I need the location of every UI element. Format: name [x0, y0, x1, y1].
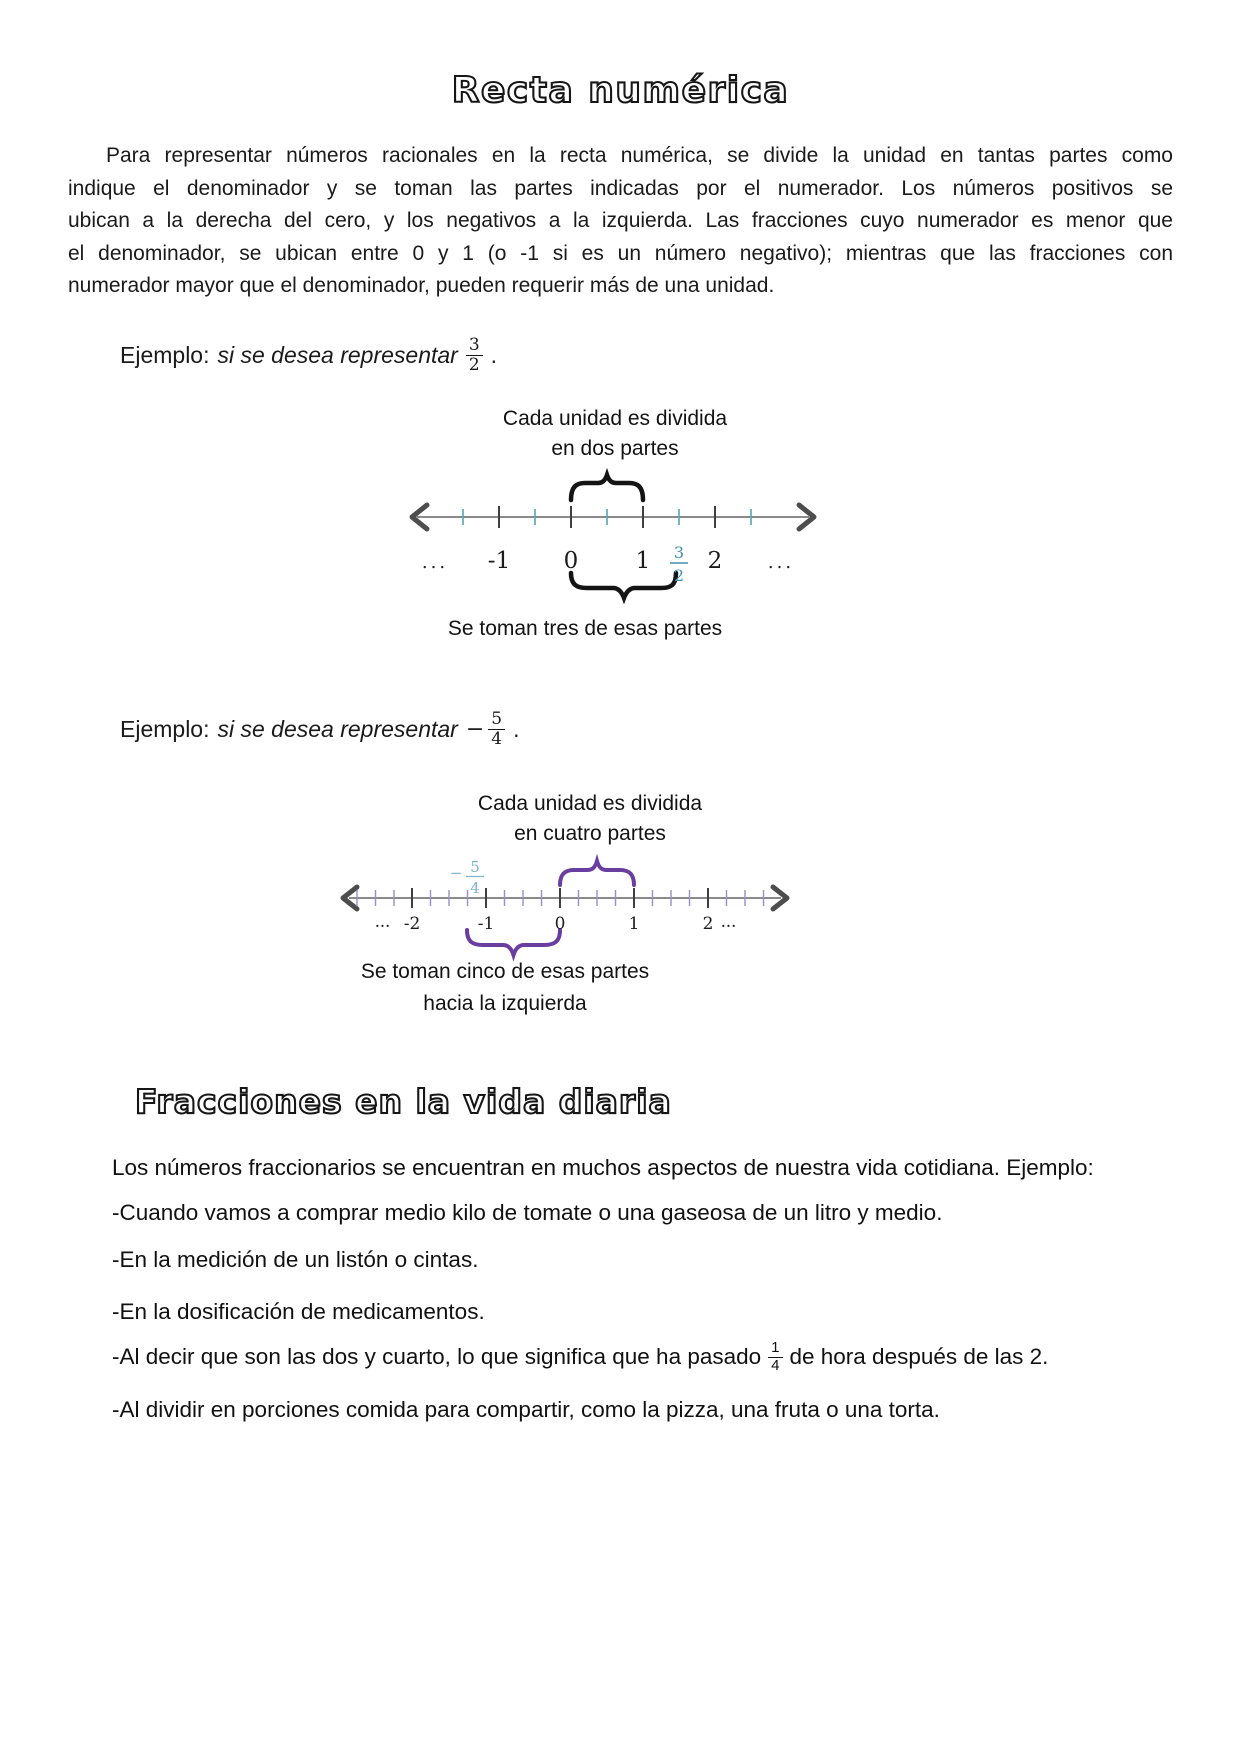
list-item-fraction — [768, 1340, 782, 1374]
top-brace — [571, 475, 643, 500]
axis-label: -1 — [477, 914, 495, 934]
list-item: -En la dosificación de medicamentos. — [112, 1299, 485, 1324]
list-item: -En la medición de un listón o cintas. — [112, 1247, 479, 1272]
fraction-denominator: 4 — [771, 1356, 780, 1374]
minus-sign: − — [465, 717, 485, 743]
axis-label: -2 — [403, 914, 421, 934]
caption-line: Cada unidad es dividida — [502, 407, 728, 430]
axis-label: 0 — [563, 548, 579, 574]
caption-line: en cuatro partes — [514, 822, 666, 845]
highlight-minus-sign: − — [449, 864, 463, 882]
section-intro: Los números fraccionarios se encuentran en muchos aspectos de nuestra vida cotidiana. Ejemplo: — [112, 1155, 1094, 1180]
intro-paragraph — [68, 140, 1173, 303]
fraction-numerator: 5 — [488, 710, 505, 730]
example2-suffix: . — [513, 716, 520, 743]
axis-label-ellipsis: ... — [767, 552, 795, 573]
axis-label: 1 — [628, 914, 640, 934]
intro-line: Para representar números racionales en la recta numérica, se divide la unidad en tantas partes como — [106, 144, 1173, 167]
page-title: Recta numérica — [451, 70, 790, 111]
axis-label: -1 — [487, 548, 511, 574]
highlight-fraction-numerator: 3 — [673, 543, 685, 562]
list-item: -Cuando vamos a comprar medio kilo de tomate o una gaseosa de un litro y medio. — [112, 1200, 943, 1225]
example2-italic-text: si se desea representar — [217, 716, 458, 743]
fraction-numerator: 3 — [466, 336, 483, 356]
intro-line: el denominador, se ubican entre 0 y 1 (o -1 si es un número negativo); mientras que las fracciones con — [68, 241, 1173, 265]
list-item — [112, 1340, 1173, 1374]
example1-label — [120, 336, 497, 375]
diagram2-caption-top — [370, 789, 810, 849]
caption-line: Se toman cinco de esas partes — [360, 960, 650, 983]
fraction-denominator: 2 — [468, 355, 480, 376]
section-heading: Fracciones en la vida diaria — [135, 1082, 672, 1121]
highlight-fraction-denominator: 4 — [470, 879, 480, 897]
example1-fraction — [466, 336, 483, 375]
intro-line: indique el denominador y se toman las partes indicadas por el numerador. Los números positivos se — [68, 176, 1173, 200]
axis-label-ellipsis: ... — [375, 916, 391, 930]
example1-suffix: . — [490, 342, 498, 369]
fraction-numerator: 1 — [768, 1340, 782, 1358]
highlight-fraction-numerator: 5 — [470, 858, 480, 876]
highlight-fraction-denominator: 2 — [673, 566, 685, 585]
axis-label-ellipsis: ... — [721, 916, 737, 930]
diagram1-caption-bottom: Se toman tres de esas partes — [447, 617, 723, 640]
intro-line: ubican a la derecha del cero, y los negativos a la izquierda. Las fracciones cuyo numerador es menor que — [68, 209, 1173, 232]
intro-line: numerador mayor que el denominador, pueden requerir más de una unidad. — [68, 274, 775, 297]
bottom-brace — [571, 573, 676, 598]
caption-line: Cada unidad es dividida — [477, 792, 703, 815]
axis-label: 1 — [635, 548, 651, 574]
caption-line: en dos partes — [551, 437, 679, 460]
diagram2-caption-bottom — [305, 956, 705, 1020]
caption-line: hacia la izquierda — [423, 992, 587, 1015]
list-item-text-post: de hora después de las 2. — [789, 1344, 1049, 1369]
axis-label-ellipsis: ... — [421, 552, 449, 573]
axis-label: 0 — [554, 914, 566, 934]
axis-label: 2 — [707, 548, 723, 574]
list-item-text-pre: -Al decir que son las dos y cuarto, lo que significa que ha pasado — [112, 1344, 762, 1369]
number-line-diagram-1 — [403, 430, 823, 645]
list-item: -Al dividir en porciones comida para compartir, como la pizza, una fruta o una torta. — [112, 1397, 940, 1422]
fraction-denominator: 4 — [491, 729, 503, 750]
example1-italic-text: si se desea representar — [217, 342, 458, 369]
example2-prefix: Ejemplo: — [120, 716, 210, 743]
axis-label: 2 — [702, 914, 714, 934]
example2-fraction — [488, 710, 505, 749]
example1-prefix: Ejemplo: — [120, 342, 210, 369]
example2-label — [120, 710, 520, 749]
top-brace — [560, 861, 634, 885]
